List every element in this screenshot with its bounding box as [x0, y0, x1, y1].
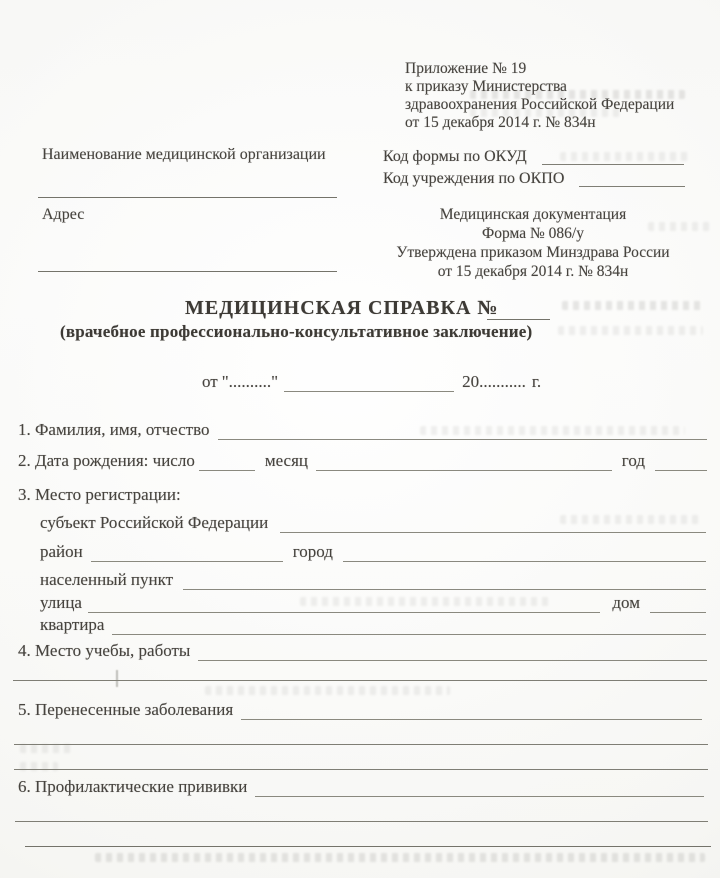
street-label: улица: [40, 593, 82, 612]
subject-field-line[interactable]: [280, 528, 706, 533]
fio-row: [18, 420, 707, 440]
apartment-label: квартира: [40, 615, 105, 634]
street-house-row: [40, 593, 706, 613]
street-field-line[interactable]: [88, 608, 600, 613]
certificate-number-field-line[interactable]: [487, 319, 550, 320]
date-month-field-line[interactable]: [284, 387, 454, 392]
bleed-through-artifact: [95, 853, 705, 862]
date-line: [202, 372, 578, 392]
bleed-through-artifact: [562, 301, 702, 310]
birth-year-field-line[interactable]: [655, 466, 707, 471]
vaccinations-label: 6. Профилактические прививки: [18, 777, 248, 796]
birth-month-field-line[interactable]: [316, 466, 612, 471]
form-designation-line: Утверждена приказом Минздрава России: [396, 244, 670, 261]
address-label: Адрес: [42, 206, 85, 223]
bleed-through-artifact: [20, 744, 72, 753]
form-title: МЕДИЦИНСКАЯ СПРАВКА №: [185, 297, 499, 319]
diseases-continuation-line[interactable]: [14, 744, 708, 745]
date-year-text: 20...........: [462, 372, 526, 391]
study-work-row: [18, 641, 707, 661]
org-name-field-line[interactable]: [38, 197, 337, 198]
district-field-line[interactable]: [91, 557, 283, 562]
diseases-field-line[interactable]: [241, 715, 702, 720]
form-subtitle: (врачебное профессионально-консультативное заключение): [60, 322, 533, 341]
scan-artifact: [116, 670, 118, 687]
study-work-field-line[interactable]: [198, 656, 707, 661]
okud-code-label: Код формы по ОКУД: [383, 148, 527, 165]
bleed-through-artifact: [560, 152, 690, 161]
address-field-line[interactable]: [38, 271, 337, 272]
settlement-field-line[interactable]: [183, 585, 706, 590]
study-work-label: 4. Место учебы, работы: [18, 641, 191, 660]
form-designation-line: Медицинская документация: [439, 206, 627, 223]
vaccinations-continuation-line[interactable]: [15, 821, 708, 822]
okpo-code-field-line[interactable]: [579, 186, 685, 187]
city-field-line[interactable]: [343, 557, 706, 562]
appendix-reference: [405, 60, 674, 132]
org-name-label: Наименование медицинской организации: [42, 146, 326, 163]
birth-date-label: 2. Дата рождения: число: [18, 451, 195, 470]
appendix-line: Приложение № 19: [405, 60, 527, 77]
house-label: дом: [612, 593, 640, 612]
date-day-placeholder: "..........": [221, 372, 279, 391]
birth-date-row: [18, 451, 707, 471]
form-designation-block: [385, 205, 681, 281]
vaccinations-field-line[interactable]: [255, 792, 704, 797]
birth-month-label: месяц: [264, 451, 309, 470]
appendix-line: к приказу Министерства: [405, 78, 567, 95]
date-year-suffix: г.: [531, 372, 542, 391]
form-designation-line: от 15 декабря 2014 г. № 834н: [437, 263, 629, 280]
okud-code-field-line[interactable]: [542, 164, 684, 165]
diseases-continuation-line[interactable]: [14, 769, 708, 770]
fio-field-line[interactable]: [218, 435, 707, 440]
vaccinations-continuation-line[interactable]: [25, 846, 711, 847]
diseases-label: 5. Перенесенные заболевания: [18, 700, 234, 719]
settlement-label: населенный пункт: [40, 570, 174, 589]
appendix-line: здравоохранения Российской Федерации: [405, 96, 675, 113]
bleed-through-artifact: [205, 686, 450, 695]
city-label: город: [292, 542, 333, 561]
diseases-row: [18, 700, 702, 720]
bleed-through-artifact: [558, 326, 703, 335]
subject-label: субъект Российской Федерации: [40, 513, 269, 532]
date-prefix: от: [202, 372, 218, 391]
apartment-field-line[interactable]: [112, 630, 706, 635]
subject-row: [40, 513, 706, 533]
settlement-row: [40, 570, 706, 590]
birth-day-field-line[interactable]: [199, 466, 255, 471]
house-field-line[interactable]: [650, 608, 706, 613]
okpo-code-label: Код учреждения по ОКПО: [383, 170, 565, 187]
district-label: район: [40, 542, 83, 561]
fio-label: 1. Фамилия, имя, отчество: [18, 420, 210, 439]
registration-label: 3. Место регистрации:: [18, 485, 181, 504]
apartment-row: [40, 615, 706, 635]
appendix-line: от 15 декабря 2014 г. № 834н: [405, 114, 596, 131]
district-city-row: [40, 542, 706, 562]
study-work-continuation-line[interactable]: [13, 680, 707, 681]
form-designation-line: Форма № 086/у: [482, 225, 584, 242]
vaccinations-row: [18, 777, 704, 797]
birth-year-label: год: [621, 451, 645, 470]
